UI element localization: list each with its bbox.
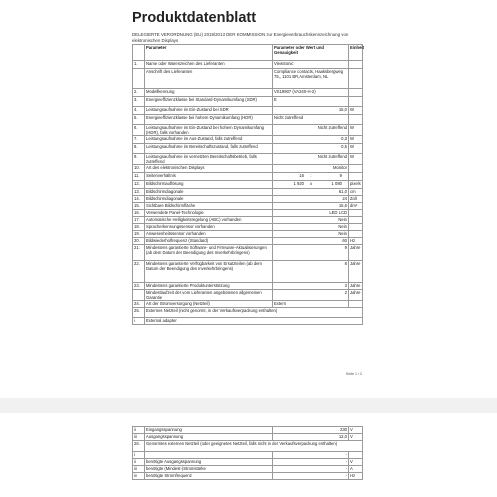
table-row: 16. Verwendete Panel-Technologie LED LCD: [133, 210, 363, 217]
page-title: Produktdatenblatt: [132, 10, 257, 26]
table-row: 5. Energieeffizienzklasse bei hohem Dynamikumfang (HDR) Nicht zutreffend: [133, 115, 363, 125]
table-row: ii benötigte Ausgangsspannung - V: [133, 459, 363, 466]
table-row: 8. Leistungsaufnahme im Bereitschaftszustand, falls zutreffend 0,5 W: [133, 144, 363, 154]
table-row: 25. Externes Netzteil (nicht genormt, in der Verkaufsverpackung enthalten): [133, 308, 363, 318]
table-row: 23. Mindestens garantierte Produktunterstützung 3 Jahre: [133, 283, 363, 290]
table-row: i -: [133, 452, 363, 459]
table-row: 3. Energieeffizienzklasse bei Standard-Dynamikumfang (SDR) E: [133, 97, 363, 107]
table-row: 24. Art der Stromversorgung (Netzteil) Extern: [133, 301, 363, 308]
table-row: 6. Leistungsaufnahme im Ein-Zustand bei hohem Dynamikumfang (HDR), falls vorhanden Nicht zutreffend W: [133, 125, 363, 136]
table-row: 21. Mindestens garantierte Software- und Firmware-Aktualisierungen (ab dem Datum der Beendigung des Inverkehrbringens) 9 Jahre: [133, 245, 363, 261]
table-row: 2. Modellkennung VS19907 (VA240-H-2): [133, 89, 363, 97]
header-value: Parameter oder Wert und Genauigkeit: [273, 45, 349, 61]
table-row: iii Ausgangsspannung 12,0 V: [133, 434, 363, 441]
page-1: [118, 0, 374, 390]
table-row: ii Eingangsspannung 230 V: [133, 427, 363, 434]
table-row: iv benötigte Stromfrequenz - Hz: [133, 473, 363, 480]
table-row: 10. Art des elektronischen Displays Monitor: [133, 165, 363, 173]
table-row: 18. Spracherkennungssensor vorhanden Nein: [133, 224, 363, 231]
table-row: 26. Genormtes externes Netzteil (oder geeignetes Netzteil, falls nicht in der Verkaufsverpackung enthalten): [133, 441, 363, 452]
spec-table-continued: [132, 426, 363, 480]
page-number: Seite 1 / 2: [345, 372, 362, 376]
table-row: Mindestlaufzeit der vom Lieferanten angebotenen allgemeinen Garantie 2 Jahre: [133, 290, 363, 301]
table-row: 19. Anwesenheitssensor vorhanden Nein: [133, 231, 363, 238]
table-header: [133, 45, 363, 61]
table-row: 9. Leistungsaufnahme im vernetzten Bereitschaftsbetrieb, falls zutreffend Nicht zutreffend W: [133, 154, 363, 165]
table-row: 20. Bildwiederholfrequenz (Standard) 60 Hz: [133, 238, 363, 245]
page-2: [118, 418, 374, 497]
spec-table: [132, 44, 363, 325]
table-row: 11. Seitenverhältnis 16 : 9: [133, 173, 363, 181]
table-row: 14. Bildschirmdiagonale 24 Zoll: [133, 196, 363, 203]
table-row: Anschrift des Lieferanten Compliance contacts, Haaksbergweg 75,, 1101 BR,Amsterdam, NL: [133, 69, 363, 89]
table-row: 13. Bildschirmdiagonale 61,0 cm: [133, 189, 363, 196]
page-gap: [0, 398, 497, 413]
table-row: 17. Automatische Helligkeitsregelung (ABC) vorhanden Nein: [133, 217, 363, 224]
table-row: 15. Sichtbare Bildschirmfläche 15,6 dm²: [133, 203, 363, 210]
header-unit: Einheit: [349, 45, 363, 61]
table-row: iii benötigte (Mindest-)Stromstärke - A: [133, 466, 363, 473]
table-row: 12. Bildschirmauflösung 1 920 x 1 080 pixels: [133, 181, 363, 189]
table-row: 4. Leistungsaufnahme im Ein-Zustand bei SDR 15,0 W: [133, 107, 363, 115]
intro-text: DELEGIERTE VERORDNUNG (EU) 2019/2013 DER KOMMISSION zur Energieverbrauchskennzeichnung von elektronischen Displays: [132, 32, 349, 43]
table-row: 1. Name oder Warenzeichen des Lieferanten ViewSonic: [133, 61, 363, 69]
header-param: Parameter: [145, 45, 273, 61]
table-row: 22. Mindestens garantierte Verfügbarkeit von Ersatzteilen (ab dem Datum der Beendigung des Inverkehrbringens) 8 Jahre: [133, 261, 363, 283]
table-row: 7. Leistungsaufnahme im Aus-Zustand, falls zutreffend 0,3 W: [133, 136, 363, 144]
table-row: i External adapter: [133, 318, 363, 325]
